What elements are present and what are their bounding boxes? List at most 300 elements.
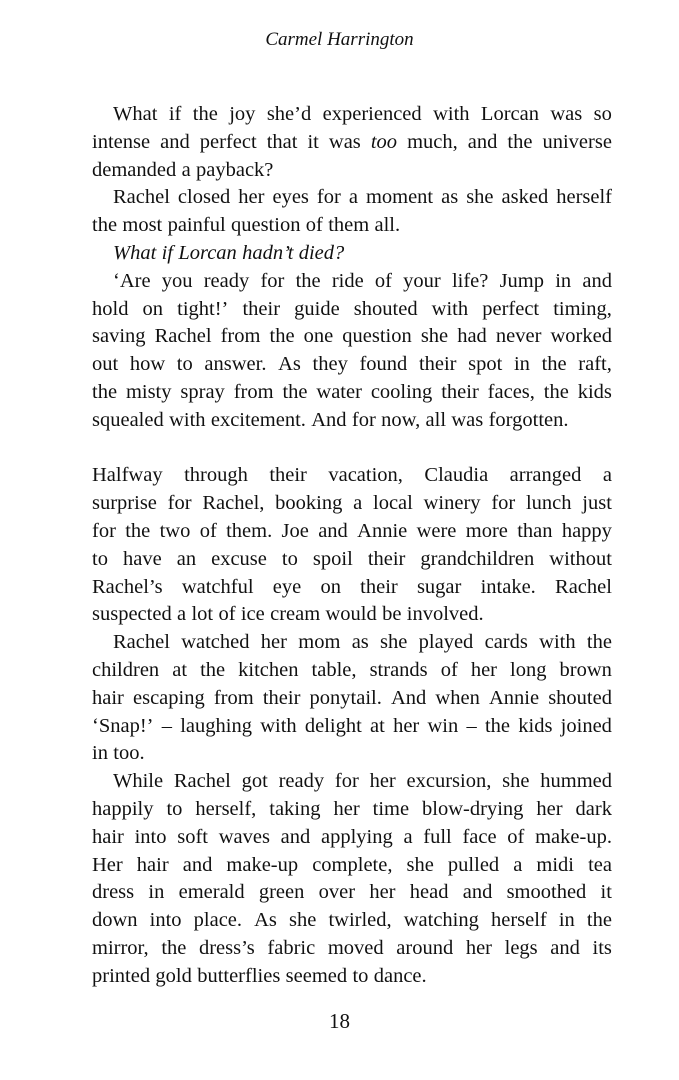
word: Rachel’s [92,575,163,598]
word: green [258,881,305,904]
word: too [370,130,398,153]
word: a [181,158,191,181]
paragraph [92,184,612,240]
word: raft, [578,353,612,376]
word: universe [542,130,612,153]
word: an [176,547,197,570]
word: Rachel [173,770,231,793]
word: of [440,658,458,681]
text-line [92,879,612,907]
word: it [600,881,612,904]
section-break [92,435,612,463]
text-line [92,323,612,351]
paragraph [92,268,612,435]
word: from [213,686,254,709]
word: dark [575,797,612,820]
word: As [254,909,277,932]
word: lot [191,603,214,626]
word: long [510,658,547,681]
word: asked [501,186,549,209]
word: of [199,519,217,542]
word: kids [518,714,553,737]
word: legs [504,936,538,959]
word: win [427,714,459,737]
word: she [380,631,408,654]
word: a [403,825,413,848]
word: they [312,353,348,376]
word: she [289,909,317,932]
word: hadn’t [242,241,294,264]
word: question [230,214,301,237]
word: for [351,408,376,431]
word: she [406,853,434,876]
word: the [92,380,118,403]
word: printed [92,964,151,987]
text-line [92,546,612,574]
word: worked [550,325,612,348]
word: dress’s [198,936,255,959]
word: tight!’ [177,297,229,320]
word: hair [136,853,169,876]
word: – [161,714,172,737]
word: make-up. [535,825,612,848]
word: painful [167,214,226,237]
word: was [451,408,484,431]
word: watching [403,909,479,932]
word: a [177,603,187,626]
word: joy [229,103,256,125]
word: ponytail. [309,686,382,709]
word: just [582,492,612,515]
word: ready [203,269,250,292]
paragraph [92,462,612,629]
word: she [502,770,530,793]
word: And [390,686,427,709]
word: it [307,130,319,153]
word: and [318,519,348,542]
word: and [182,853,213,876]
word: for [260,269,285,292]
word: timing, [553,297,612,320]
word: midi [536,853,574,876]
word: ride [331,269,364,292]
paragraph [92,768,612,990]
word: at [370,714,385,737]
word: in [555,269,572,292]
word: you [161,269,193,292]
word: for [491,492,516,515]
word: and [462,881,493,904]
paragraph [92,101,612,184]
word: of [218,603,236,626]
word: as [441,186,459,209]
word: misty [125,380,172,403]
word: from [233,380,274,403]
word: winery [423,492,481,515]
text-line [92,268,612,296]
word: mom [298,631,341,654]
word: its [592,936,612,959]
word: dress [92,881,135,904]
word: as [351,631,369,654]
word: ready [278,770,325,793]
word: cooling [370,380,433,403]
word: Lorcan [178,241,237,264]
word: all [425,408,447,431]
word: on [320,575,341,598]
word: Claudia [424,464,489,487]
word: fabric [267,936,316,959]
word: at [172,658,188,681]
word: And [311,408,347,431]
text-line [92,824,612,852]
word: strands [369,658,428,681]
word: on [142,297,164,320]
text-line [92,657,612,685]
word: payback? [196,158,274,181]
word: blow-drying [422,797,524,820]
word: found [359,353,408,376]
word: now, [381,408,421,431]
word: pulled [447,853,500,876]
word: ‘Snap!’ [92,714,154,737]
word: them. [226,519,273,542]
word: Rachel [555,575,612,598]
text-line [92,963,612,991]
word: cards [484,631,528,654]
section [92,462,612,990]
word: ‘Are [113,269,151,292]
word: a [353,492,363,515]
word: to [281,547,298,570]
word: spoil [312,547,353,570]
word: What [113,241,157,264]
word: moved [327,936,384,959]
text-line [92,379,612,407]
word: be [382,603,402,626]
word: waves [218,825,270,848]
word: excursion, [406,770,492,793]
word: taking [269,797,321,820]
word: face [462,825,497,848]
word: her [465,936,493,959]
text-line [92,574,612,602]
text-line [92,740,612,768]
word: moment [365,186,434,209]
word: most [122,214,163,237]
word: in [513,353,530,376]
word: into [149,909,182,932]
word: hair [92,825,124,848]
paragraph [92,240,612,268]
word: for [167,492,192,515]
text-line [92,351,612,379]
word: spray [180,380,225,403]
word: of [507,825,525,848]
text-line [92,462,612,490]
word: the [161,936,187,959]
word: over [318,881,356,904]
word: gold [155,964,192,987]
word: with [260,714,297,737]
word: intense [92,130,151,153]
text-line [92,157,612,185]
word: how [129,353,166,376]
word: Jump [499,269,545,292]
word: excuse [211,547,267,570]
word: for [334,770,359,793]
word: herself [490,909,547,932]
word: to [176,353,193,376]
word: dance. [373,964,427,987]
word: have [122,547,162,570]
word: Rachel [154,325,212,348]
word: Lorcan [480,103,539,125]
text-line [92,768,612,796]
word: guide [294,297,340,320]
word: her [536,797,563,820]
word: intake. [480,575,536,598]
text-line [92,601,612,629]
text-line [92,518,612,546]
word: was [550,103,583,125]
word: watchful [181,575,254,598]
word: Annie [357,519,408,542]
word: the [92,214,118,237]
word: hair [92,686,124,709]
word: squealed [92,408,164,431]
word: table, [311,658,357,681]
word: ice [240,603,265,626]
word: if [168,103,182,125]
word: arranged [509,464,582,487]
word: complete, [312,853,393,876]
text-line [92,240,612,268]
word: into [134,825,167,848]
word: down [92,909,138,932]
text-line [92,685,612,713]
word: answer. [204,353,267,376]
word: the [192,103,218,125]
word: around [396,936,454,959]
word: twirled, [328,909,392,932]
word: place. [193,909,243,932]
word: two [159,519,191,542]
word: demanded [92,158,177,181]
word: life? [451,269,489,292]
word: full [423,825,452,848]
text-line [92,407,612,435]
word: with [431,297,469,320]
word: kids [577,380,612,403]
word: got [241,770,268,793]
word: suspected [92,603,172,626]
paragraph [92,629,612,768]
word: Halfway [92,464,163,487]
word: her [369,770,396,793]
text-line [92,129,612,157]
word: faces, [487,380,535,403]
word: had [457,325,487,348]
word: vacation, [328,464,403,487]
word: the [484,714,511,737]
word: the [586,631,612,654]
word: and [280,825,311,848]
word: that [266,130,298,153]
word: out [92,353,119,376]
word: the [125,519,151,542]
word: While [113,770,164,793]
word: spot [468,353,503,376]
text-line [92,852,612,880]
word: she [420,325,449,348]
word: sugar [416,575,462,598]
word: the [586,909,612,932]
word: local [373,492,413,515]
word: in [558,909,575,932]
word: applying [320,825,393,848]
word: Rachel [113,631,170,654]
word: a [602,464,612,487]
word: perfect [482,297,540,320]
word: booking [275,492,343,515]
word: the [282,380,308,403]
word: butterflies [197,964,281,987]
word: she [466,186,494,209]
word: than [517,519,553,542]
word: of [374,269,392,292]
text-line [92,296,612,324]
word: without [549,547,612,570]
word: tea [588,853,612,876]
word: the [543,380,569,403]
word: would [325,603,377,626]
word: her [470,658,497,681]
text-line [92,629,612,657]
word: more [465,519,508,542]
word: water [316,380,362,403]
word: to [352,964,369,987]
text-line [92,713,612,741]
word: her [238,186,265,209]
page-number: 18 [329,1009,350,1033]
word: Annie [488,686,540,709]
word: their [269,464,307,487]
word: all. [374,214,401,237]
word: them [328,214,370,237]
word: hummed [540,770,612,793]
text-line [92,907,612,935]
word: and [467,130,498,153]
word: emerald [178,881,245,904]
word: shouted [353,297,418,320]
word: herself, [195,797,257,820]
word: her [260,631,287,654]
word: eyes [272,186,309,209]
word: As [278,353,301,376]
word: with [433,103,470,125]
word: if [161,241,174,264]
word: – [466,714,477,737]
word: saving [92,325,146,348]
word: to [166,797,183,820]
word: make-up [226,853,299,876]
word: lunch [525,492,572,515]
word: Her [92,853,123,876]
text-line [92,184,612,212]
word: from [220,325,261,348]
word: was [328,130,361,153]
word: happily [92,797,154,820]
word: eye [272,575,302,598]
word: too. [113,742,145,765]
body-text [92,101,612,991]
word: joined [560,714,612,737]
word: time [372,797,410,820]
word: so [593,103,612,125]
word: were [416,519,457,542]
word: soft [177,825,208,848]
word: perfect [199,130,257,153]
word: with [169,408,206,431]
word: never [495,325,542,348]
word: when [435,686,480,709]
word: surprise [92,492,157,515]
word: in [92,742,108,765]
word: their [242,297,281,320]
text-line [92,490,612,518]
word: a [513,853,523,876]
word: for [92,519,116,542]
word: to [92,547,108,570]
word: the [200,658,226,681]
word: shouted [548,686,612,709]
word: Rachel, [202,492,265,515]
word: Joe [281,519,309,542]
word: closed [177,186,231,209]
word: excitement. [210,408,306,431]
word: delight [304,714,362,737]
word: in [148,881,165,904]
text-line [92,212,612,240]
word: her [333,797,360,820]
word: her [393,714,420,737]
word: their [262,686,301,709]
word: mirror, [92,936,149,959]
word: What [113,103,158,125]
word: cream [270,603,321,626]
word: her [369,881,396,904]
word: and [582,269,612,292]
word: and [160,130,190,153]
word: the [269,325,295,348]
word: died? [298,241,345,264]
word: seemed [285,964,348,987]
word: brown [559,658,612,681]
word: kitchen [238,658,299,681]
word: the [507,130,533,153]
text-line [92,796,612,824]
word: smoothed [506,881,587,904]
word: with [539,631,576,654]
word: escaping [133,686,205,709]
word: played [418,631,474,654]
word: their [418,353,457,376]
word: forgotten. [488,408,569,431]
word: for [316,186,341,209]
word: children [92,658,160,681]
word: happy [561,519,612,542]
